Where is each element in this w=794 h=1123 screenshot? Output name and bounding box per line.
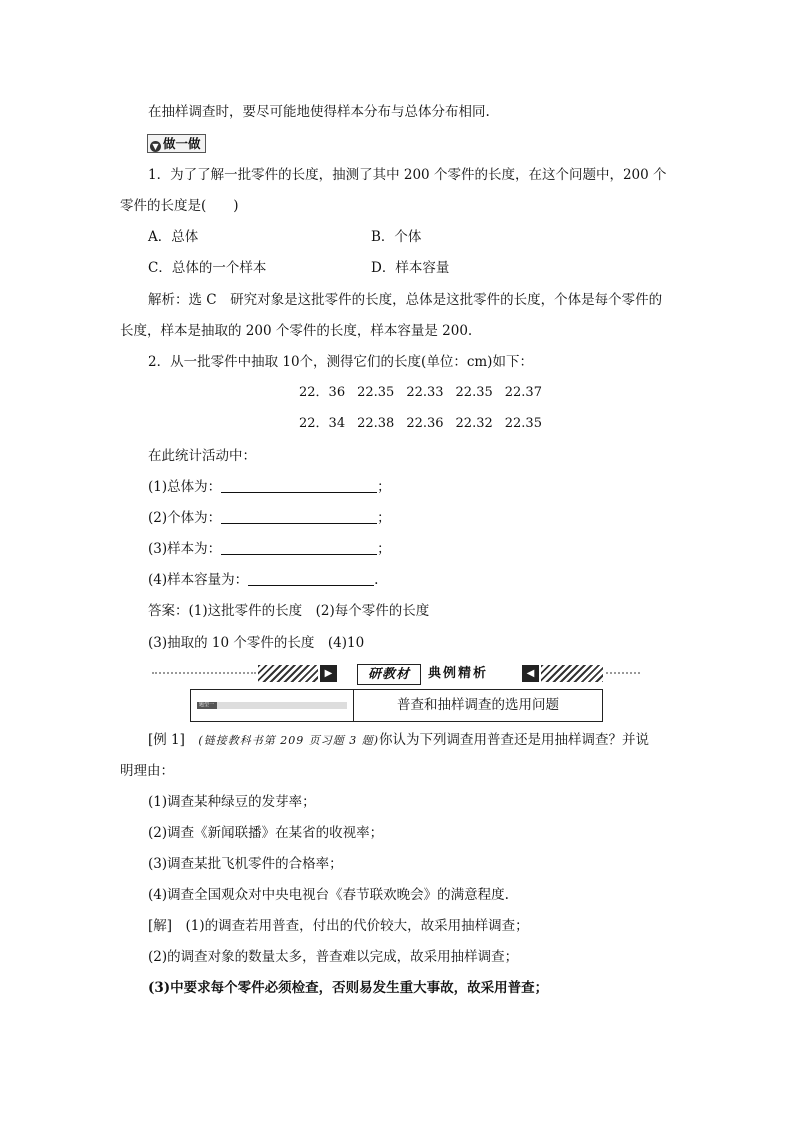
semicolon: ； — [377, 479, 391, 495]
q1-analysis-line1: 解析：选 C 研究对象是这批零件的长度，总体是这批零件的长度，个体是每个零件的 — [148, 292, 663, 308]
banner-stripes-right — [541, 665, 603, 682]
example-note: (链接教科书第 209 页习题 3 题) — [198, 734, 379, 747]
example-tag: [例 1] — [148, 732, 185, 748]
example-item-2: (2)调查《新闻联播》在某省的收视率； — [148, 825, 384, 841]
q2-item-4 — [148, 570, 378, 590]
intro-text: 在抽样调查时，要尽可能地使得样本分布与总体分布相同. — [148, 104, 490, 120]
banner-arrow-right-icon: ▶ — [320, 665, 337, 682]
answer-blank-3[interactable] — [221, 540, 377, 555]
q1-stem-line2: 零件的长度是( ) — [120, 198, 239, 214]
solution-line1: [解] (1)的调查若用普查，付出的代价较大，故采用抽样调查； — [148, 918, 529, 934]
q2-item-2-label: (2)个体为： — [148, 510, 222, 526]
banner-title: 典例精析 — [428, 666, 489, 681]
data-value: 22.35 — [455, 385, 493, 400]
q2-context: 在此统计活动中： — [148, 448, 256, 464]
q2-item-1 — [148, 477, 391, 497]
answer-blank-1[interactable] — [221, 478, 377, 493]
example-line1 — [148, 730, 649, 751]
example-item-3: (3)调查某批飞机零件的合格率； — [148, 856, 343, 872]
q2-item-1-label: (1)总体为： — [148, 479, 222, 495]
q2-item-4-label: (4)样本容量为： — [148, 572, 249, 588]
q2-item-3-label: (3)样本为： — [148, 541, 222, 557]
answer-blank-4[interactable] — [248, 571, 374, 586]
data-value: 22.38 — [357, 416, 395, 431]
banner-stripes-left — [258, 665, 318, 682]
topic-title: 普查和抽样调查的选用问题 — [397, 697, 559, 713]
solution-line3: (3)中要求每个零件必须检查，否则易发生重大事故，故采用普查； — [148, 980, 549, 996]
semicolon: ； — [377, 510, 391, 526]
data-row-2 — [299, 414, 554, 434]
q1-option-d: D．样本容量 — [371, 260, 450, 276]
example-item-4: (4)调查全国观众对中央电视台《春节联欢晚会》的满意程度. — [148, 887, 509, 903]
q1-option-c: C．总体的一个样本 — [148, 260, 267, 276]
solution-line2: (2)的调查对象的数量太多，普查难以完成，故采用抽样调查； — [148, 949, 519, 965]
banner-arrow-left-icon: ◀ — [522, 665, 539, 682]
banner-dotted-rule-right — [606, 672, 640, 674]
q2-answer-line1: 答案：(1)这批零件的长度 (2)每个零件的长度 — [148, 603, 430, 619]
data-value: 22.36 — [406, 416, 444, 431]
q2-item-3 — [148, 539, 391, 559]
topic-label-cell — [191, 690, 354, 721]
banner-tag: 研教材 — [357, 664, 421, 685]
example-question: 你认为下列调查用普查还是用抽样调查？并说 — [379, 732, 649, 748]
down-triangle-icon: ▼ — [150, 141, 161, 152]
answer-blank-2[interactable] — [221, 509, 377, 524]
topic-label-bar — [197, 702, 347, 709]
period: . — [374, 572, 379, 588]
data-row-1 — [299, 383, 554, 403]
topic-header — [190, 689, 603, 722]
example-item-1: (1)调查某种绿豆的发芽率； — [148, 794, 316, 810]
q2-item-2 — [148, 508, 391, 528]
q2-stem: 2．从一批零件中抽取 10个，测得它们的长度(单位：cm)如下： — [148, 354, 533, 370]
example-line2: 明理由： — [120, 763, 174, 779]
data-value: 22.33 — [406, 385, 444, 400]
data-value: 22.37 — [504, 385, 542, 400]
q1-analysis-line2: 长度，样本是抽取的 200 个零件的长度，样本容量是 200. — [120, 323, 473, 339]
q1-option-a: A．总体 — [148, 229, 199, 245]
semicolon: ； — [377, 541, 391, 557]
data-value: 22.35 — [504, 416, 542, 431]
data-value: 22．34 — [299, 416, 346, 431]
banner-dotted-rule-left — [152, 672, 256, 674]
data-value: 22.32 — [455, 416, 493, 431]
q1-stem-line1: 1．为了了解一批零件的长度，抽测了其中 200 个零件的长度，在这个问题中，200 个 — [148, 167, 667, 183]
data-value: 22.35 — [357, 385, 395, 400]
data-value: 22．36 — [299, 385, 346, 400]
topic-label: 题型一 — [199, 702, 215, 708]
practice-badge — [147, 134, 206, 153]
practice-badge-label: 做一做 — [163, 136, 201, 151]
q1-option-b: B．个体 — [371, 229, 422, 245]
q2-answer-line2: (3)抽取的 10 个零件的长度 (4)10 — [148, 635, 365, 651]
